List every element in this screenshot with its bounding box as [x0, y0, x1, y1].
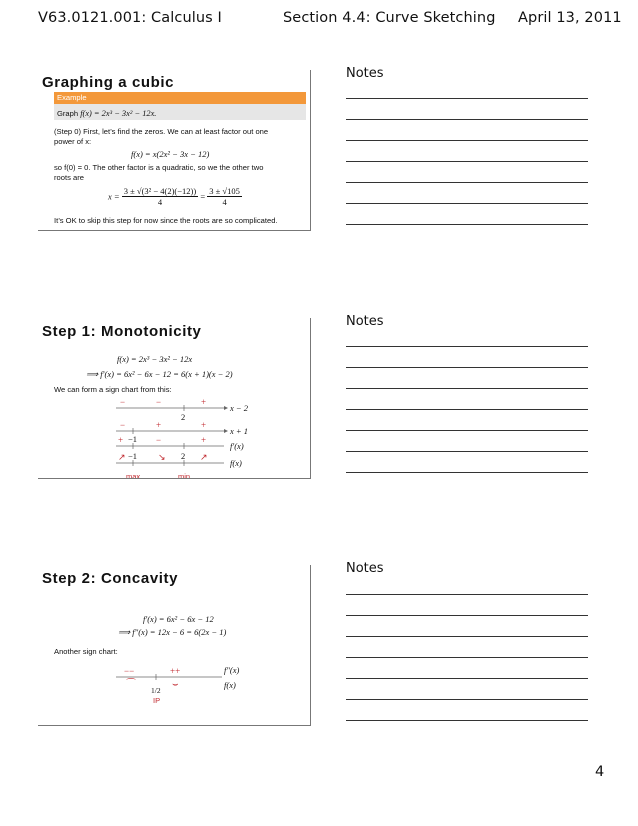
label-x-minus-2: x − 2 [230, 403, 249, 413]
skip-note: It’s OK to skip this step for now since the roots are so complicated. [54, 216, 278, 225]
graph-prefix: Graph [57, 109, 81, 118]
sign-row1-b: − [156, 397, 162, 407]
notes-heading-1: Notes [346, 66, 384, 81]
sign-chart-intro: Another sign chart: [54, 647, 118, 656]
sign-row1-a: − [120, 397, 126, 407]
notes-heading-2: Notes [346, 314, 384, 329]
function-equation: f(x) = 2x³ − 3x² − 12x [117, 354, 193, 364]
header-date: April 13, 2011 [518, 10, 622, 26]
point-f-minus1: −1 [128, 451, 138, 461]
quadratic-formula [108, 186, 242, 207]
note-line [346, 346, 588, 347]
course-title: V63.0121.001: Calculus I [38, 10, 222, 26]
note-line [346, 140, 588, 141]
arrow-head-1 [224, 406, 228, 410]
sign-row3-a: + [118, 435, 124, 445]
slide-title: Step 2: Concavity [42, 570, 179, 587]
sign-chart-monotonicity [38, 396, 310, 479]
arrow-decreasing: ↘ [158, 452, 166, 462]
ip-label: IP [153, 696, 161, 705]
sign-row2-c: + [201, 420, 207, 430]
note-line [346, 451, 588, 452]
fraction-2 [207, 186, 242, 207]
step0-line2: power of x: [54, 137, 92, 146]
so-line1: so f(0) = 0. The other factor is a quadratic, so we the other two [54, 163, 264, 172]
factored-equation: f(x) = x(2x² − 3x − 12) [131, 149, 210, 159]
arrow-head-2 [224, 429, 228, 433]
slide-title: Step 1: Monotonicity [42, 323, 202, 340]
concave-down-arc: ⌒ [126, 679, 136, 690]
point-half: 1/2 [151, 686, 161, 695]
arrow-increasing-1: ↗ [118, 452, 126, 462]
label-x-plus-1: x + 1 [230, 426, 249, 436]
section-title: Section 4.4: Curve Sketching [283, 10, 496, 26]
slide-concavity [38, 565, 311, 726]
sign-row1-c: + [201, 397, 207, 407]
slide-graphing-a-cubic [38, 70, 311, 231]
label-f: f(x) [224, 680, 236, 690]
numerator-2: 3 ± √105 [209, 186, 240, 196]
graph-expression: f(x) = 2x³ − 3x² − 12x. [80, 109, 157, 118]
note-line [346, 224, 588, 225]
sign-row3-c: + [201, 435, 207, 445]
sign-row2-a: − [120, 420, 126, 430]
notes-heading-3: Notes [346, 561, 384, 576]
slide-monotonicity [38, 318, 311, 479]
arrow-increasing-2: ↗ [200, 452, 208, 462]
note-line [346, 182, 588, 183]
point-2: 2 [181, 412, 186, 422]
denominator-2: 4 [222, 197, 227, 207]
sign-chart-concavity [38, 661, 310, 721]
note-line [346, 409, 588, 410]
derivative-equation: f′(x) = 6x² − 6x − 12 [143, 614, 214, 624]
x-equals: x = [108, 191, 120, 202]
equals-sign: = [200, 191, 206, 202]
point-minus1: −1 [128, 434, 138, 444]
note-line [346, 119, 588, 120]
note-line [346, 203, 588, 204]
note-line [346, 615, 588, 616]
slide-title: Graphing a cubic [42, 74, 175, 91]
fraction-1 [122, 186, 198, 207]
second-derivative-equation: ⟹ f″(x) = 12x − 6 = 6(2x − 1) [118, 627, 227, 637]
note-line [346, 161, 588, 162]
step0-line1: (Step 0) First, let’s find the zeros. We can at least factor out one [54, 127, 269, 136]
example-text [57, 109, 156, 118]
note-line [346, 388, 588, 389]
note-line [346, 636, 588, 637]
min-label: min [178, 472, 191, 481]
sign-row2-b: + [156, 420, 162, 430]
example-label: Example [54, 92, 306, 104]
note-line [346, 367, 588, 368]
sign-negative: −− [124, 666, 135, 676]
max-label: max [126, 472, 141, 481]
label-fprime: f′(x) [230, 441, 244, 451]
note-line [346, 720, 588, 721]
sign-row3-b: − [156, 435, 162, 445]
derivative-equation: ⟹ f′(x) = 6x² − 6x − 12 = 6(x + 1)(x − 2) [86, 369, 233, 379]
note-line [346, 430, 588, 431]
numerator-1: 3 ± √(3² − 4(2)(−12)) [123, 186, 197, 196]
note-line [346, 699, 588, 700]
sign-chart-intro: We can form a sign chart from this: [54, 385, 172, 394]
denominator-1: 4 [157, 197, 163, 207]
note-line [346, 594, 588, 595]
so-line2: roots are [54, 173, 84, 182]
note-line [346, 678, 588, 679]
note-line [346, 98, 588, 99]
label-fdoubleprime: f″(x) [224, 665, 240, 675]
point-f-2: 2 [181, 451, 186, 461]
note-line [346, 472, 588, 473]
page-number: 4 [595, 764, 605, 780]
sign-positive: ++ [170, 666, 181, 676]
label-f: f(x) [230, 458, 242, 468]
concave-up-arc: ⌣ [172, 679, 179, 690]
note-line [346, 657, 588, 658]
